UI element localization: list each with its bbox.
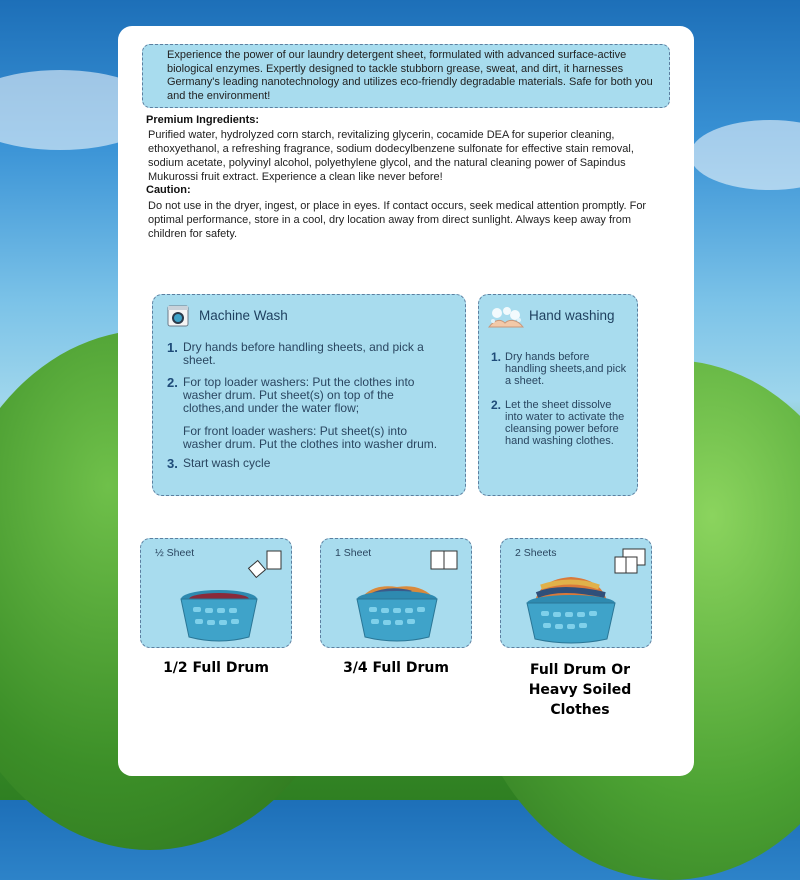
intro-box <box>142 44 670 108</box>
hand-washing-steps <box>491 351 631 447</box>
step-item <box>491 399 631 447</box>
step-text: For top loader washers: Put the clothes into washer drum. Put sheet(s) on top of the clothes,and under the water flow; <box>183 375 415 415</box>
dose-two-sheets <box>500 538 652 648</box>
dose-one-sheet <box>320 538 472 648</box>
one-sheet-icon <box>429 549 461 573</box>
step-item <box>167 376 449 451</box>
dose-half-sheet <box>140 538 292 648</box>
step-text: Dry hands before handling sheets, and pick a sheet. <box>183 340 424 367</box>
dose-sheets-label: ½ Sheet <box>155 547 195 559</box>
step-text: Dry hands before handling sheets,and pick a sheet. <box>505 351 627 387</box>
laundry-basket-icon <box>177 587 261 643</box>
step-number: 1. <box>167 340 178 355</box>
laundry-basket-icon <box>521 573 621 645</box>
ingredients-title: Premium Ingredients: <box>146 114 260 126</box>
ingredients-text: Purified water, hydrolyzed corn starch, revitalizing glycerin, cocamide DEA for superior cleaning, ethoxyethanol, a refreshing fragrance, sodium dodecylbenzene sulfonate for effective stain removal, sodium acetate, polyvinyl alcohol, polyethylene glycol, and the natural cleaning power of Sapindus Mukurossi fruit extract. Experience a clean like never before! <box>148 129 634 183</box>
dose-load-label: Full Drum Or Heavy Soiled Clothes <box>528 662 632 718</box>
step-item <box>491 351 631 387</box>
hand-washing-icon <box>485 305 527 333</box>
step-extra-text: For front loader washers: Put sheet(s) into washer drum. Put the clothes into washer drum. <box>183 424 438 451</box>
product-info-card <box>118 26 694 776</box>
machine-wash-title: Machine Wash <box>199 308 288 323</box>
machine-wash-panel <box>152 294 466 496</box>
step-number: 1. <box>491 350 502 364</box>
caution-title: Caution: <box>146 184 191 196</box>
step-number: 2. <box>491 398 502 412</box>
intro-text: Experience the power of our laundry detergent sheet, formulated with advanced surface-active biological enzymes. Expertly designed to tackle stubborn grease, sweat, and dirt, it harnesses Germany's leading nanotechnology and utilizes eco-friendly degradable materials. Safe for both you and the environment! <box>167 49 653 102</box>
machine-wash-steps <box>167 341 449 470</box>
laundry-basket-icon <box>351 583 443 643</box>
sky-cloud <box>690 120 800 190</box>
dose-load-label: 1/2 Full Drum <box>163 660 269 676</box>
step-text: Let the sheet dissolve into water to activate the cleansing power before hand washing clothes. <box>505 399 625 447</box>
dose-load-label: 3/4 Full Drum <box>343 660 449 676</box>
step-number: 3. <box>167 456 178 471</box>
dose-sheets-label: 1 Sheet <box>335 547 372 559</box>
washing-machine-icon <box>167 305 189 327</box>
half-sheet-icon <box>245 549 285 581</box>
step-item <box>167 341 449 367</box>
step-number: 2. <box>167 375 178 390</box>
hand-washing-title: Hand washing <box>529 308 615 323</box>
step-item <box>167 457 449 470</box>
dose-sheets-label: 2 Sheets <box>515 547 557 559</box>
step-text: Start wash cycle <box>183 456 271 470</box>
hand-washing-panel <box>478 294 638 496</box>
caution-text: Do not use in the dryer, ingest, or place in eyes. If contact occurs, seek medical attention promptly. For optimal performance, store in a cool, dry location away from direct sunlight. Always keep away from children for safety. <box>148 200 647 240</box>
